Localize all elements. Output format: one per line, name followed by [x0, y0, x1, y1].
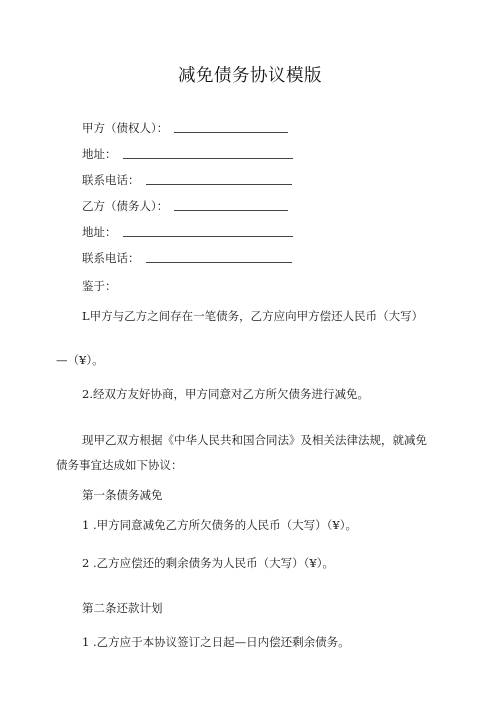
party-a-field: [82, 120, 288, 136]
article-1-item-1: 1 .甲方同意减免乙方所欠债务的人民币（大写）（¥）。: [82, 518, 357, 532]
party-b-blank[interactable]: [174, 209, 288, 211]
phone-b-blank[interactable]: [146, 261, 292, 263]
clause-1-line-1: L甲方与乙方之间存在一笔债务，乙方应向甲方偿还人民币（大写）: [82, 309, 424, 323]
address-b-blank[interactable]: [123, 235, 293, 237]
party-b-label: 乙方（债务人）：: [82, 199, 169, 213]
phone-b-field: [82, 250, 292, 266]
page-title: 减免债务协议模版: [178, 66, 322, 86]
preamble-line-1: 现甲乙双方根据《中华人民共和国合同法》及相关法律法规，就减免: [82, 433, 427, 447]
article-1-item-2: 2 .乙方应偿还的剩余债务为人民币（大写）（¥）。: [82, 556, 334, 570]
phone-a-field: [82, 172, 292, 188]
phone-b-label: 联系电话：: [82, 251, 140, 265]
address-b-label: 地址：: [82, 225, 117, 239]
party-a-label: 甲方（债权人）：: [82, 121, 169, 135]
phone-a-label: 联系电话：: [82, 173, 140, 187]
article-2-heading: 第二条还款计划: [82, 601, 163, 615]
address-a-label: 地址：: [82, 147, 117, 161]
clause-2: 2.经双方友好协商，甲方同意对乙方所欠债务进行减免。: [82, 387, 369, 401]
article-2-item-1: 1 .乙方应于本协议签订之日起—日内偿还剩余债务。: [82, 635, 350, 649]
party-b-field: [82, 198, 288, 214]
whereas-label: 鉴于：: [82, 279, 117, 293]
phone-a-blank[interactable]: [146, 183, 292, 185]
address-a-blank[interactable]: [123, 157, 293, 159]
address-a-field: [82, 146, 293, 162]
clause-1-line-2: —（¥）。: [56, 353, 104, 367]
address-b-field: [82, 224, 293, 240]
party-a-blank[interactable]: [174, 131, 288, 133]
preamble-line-2: 债务事宜达成如下协议：: [56, 458, 183, 472]
article-1-heading: 第一条债务减免: [82, 488, 163, 502]
